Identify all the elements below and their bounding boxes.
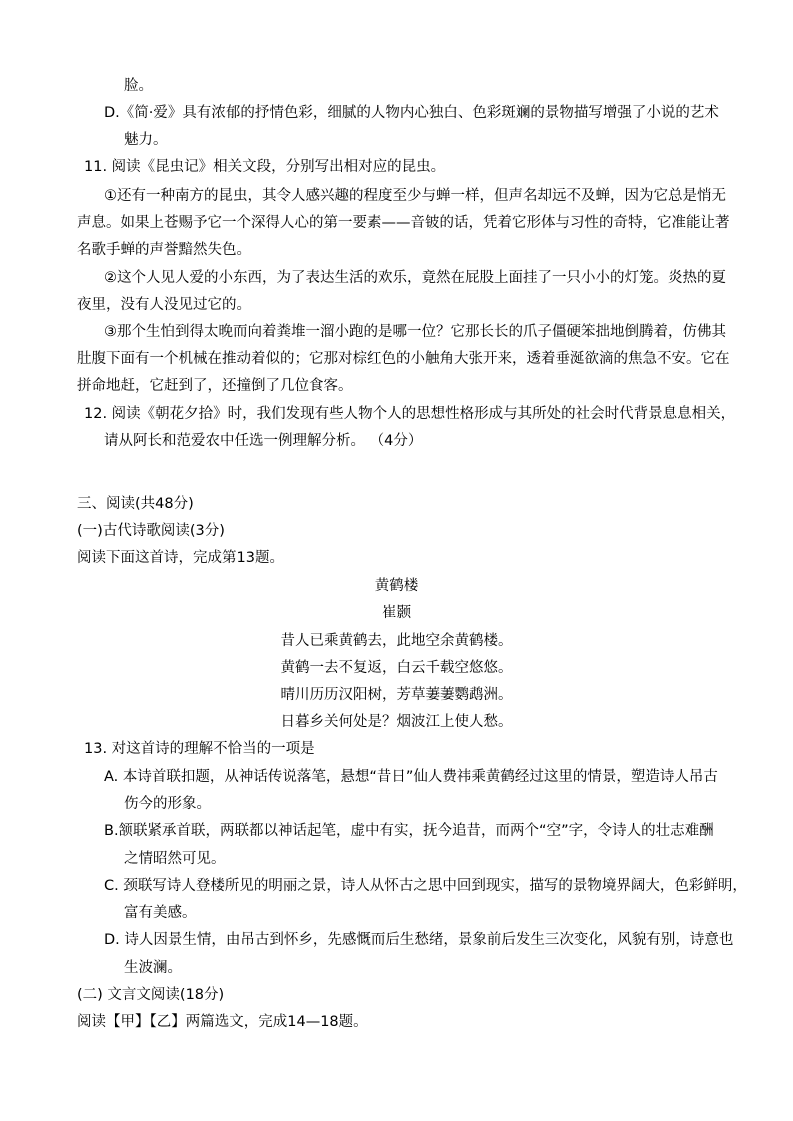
poem-title: 黄鹤楼 — [374, 578, 419, 594]
text-line: 名歌手蝉的声誉黯然失色。 — [77, 242, 251, 258]
instruction: 阅读【甲】【乙】两篇选文，完成14—18题。 — [77, 1014, 368, 1030]
option-c: C. 颈联写诗人登楼所见的明丽之景，诗人从怀古之思中回到现实，描写的景物境界阔大，色彩鲜明， — [104, 878, 747, 894]
text-line: ②这个人见人爱的小东西，为了表达生活的欢乐，竟然在屁股上面挂了一只小小的灯笼。炎热的夏 — [104, 270, 726, 286]
text-line: 声息。如果上苍赐予它一个深得人心的第一要素——音铍的话，凭着它形体与习性的奇特，它准能让著 — [77, 215, 730, 231]
text-line: D.《简·爱》具有浓郁的抒情色彩，细腻的人物内心独白、色彩斑斓的景物描写增强了小说的艺术 — [104, 105, 719, 121]
text-line: 生波澜。 — [124, 960, 182, 976]
text-line: 魅力。 — [124, 132, 168, 148]
poem-line: 晴川历历汉阳树，芳草萋萋鹦鹉洲。 — [280, 687, 513, 703]
text-line: ③那个生怕到得太晚而向着粪堆一溜小跑的是哪一位？它那长长的爪子僵硬笨拙地倒腾着，仿佛其 — [104, 324, 726, 340]
question-stem: 12. 阅读《朝花夕拾》时，我们发现有些人物个人的思想性格形成与其所处的社会时代背景息息相关， — [84, 406, 736, 422]
text-line: 富有美感。 — [124, 905, 197, 921]
poem-author: 崔颢 — [382, 605, 411, 621]
text-line: 请从阿长和范爱农中任选一例理解分析。 （4分） — [104, 433, 423, 449]
text-line: 夜里，没有人没见过它的。 — [77, 297, 251, 313]
text-line: 肚腹下面有一个机械在推动着似的；它那对棕红色的小触角大张开来，透着垂涎欲滴的焦急不安。它在 — [77, 351, 730, 367]
poem-line: 昔人已乘黄鹤去，此地空余黄鹤楼。 — [280, 633, 513, 649]
poem-line: 日暮乡关何处是？烟波江上使人愁。 — [280, 714, 513, 730]
text-line: 之情昭然可见。 — [124, 851, 226, 867]
section-title: 三、阅读(共48分) — [77, 496, 194, 512]
instruction: 阅读下面这首诗，完成第13题。 — [77, 550, 284, 566]
poem-line: 黄鹤一去不复返，白云千载空悠悠。 — [280, 660, 513, 676]
subsection-title: (一)古代诗歌阅读(3分) — [77, 523, 225, 539]
text-line: 脸。 — [124, 78, 153, 94]
question-stem: 11. 阅读《昆虫记》相关文段，分别写出相对应的昆虫。 — [84, 159, 446, 175]
option-d: D. 诗人因景生情，由吊古到怀乡，先感慨而后生愁绪，景象前后发生三次变化，风貌有别，诗意也 — [104, 932, 734, 948]
question-stem: 13. 对这首诗的理解不恰当的一项是 — [84, 741, 315, 757]
subsection-title: (二) 文言文阅读(18分) — [77, 987, 225, 1003]
text-line: 伤今的形象。 — [124, 796, 211, 812]
option-b: B.颔联紧承首联，两联都以神话起笔，虚中有实，抚今追昔，而两个“空”字，令诗人的壮志难酬 — [104, 823, 714, 839]
text-line: ①还有一种南方的昆虫，其令人感兴趣的程度至少与蝉一样，但声名却远不及蝉，因为它总是悄无 — [104, 188, 726, 204]
option-a: A. 本诗首联扣题，从神话传说落笔，悬想“昔日”仙人费祎乘黄鹤经过这里的情景，塑造诗人吊古 — [104, 769, 718, 785]
text-line: 拼命地赶，它赶到了，还撞倒了几位食客。 — [77, 378, 353, 394]
